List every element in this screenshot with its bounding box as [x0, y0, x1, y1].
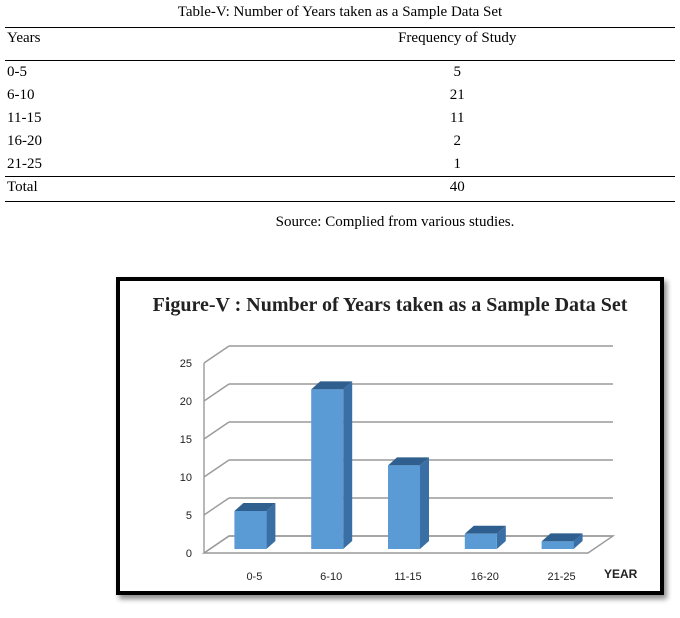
data-table [5, 27, 675, 202]
bar [465, 526, 506, 549]
row-frequency: 5 [453, 64, 461, 80]
row-years: 16-20 [7, 133, 42, 149]
x-tick-label: 21-25 [547, 571, 576, 583]
y-tick-label: 10 [179, 472, 192, 484]
bar [234, 503, 275, 549]
header-years: Years [5, 28, 240, 51]
y-tick-label: 5 [185, 510, 192, 522]
y-tick-label: 15 [179, 434, 192, 446]
x-axis-ticks [246, 571, 575, 583]
row-frequency: 11 [450, 110, 465, 126]
table-total-row [5, 177, 675, 202]
row-years: 0-5 [7, 64, 27, 80]
row-years: 21-25 [7, 156, 42, 172]
row-years: 6-10 [7, 87, 35, 103]
y-tick-label: 20 [179, 396, 192, 408]
table-caption: Table-V: Number of Years taken as a Sample Data Set [177, 4, 503, 20]
table-row [5, 61, 675, 85]
table-header-row [5, 28, 675, 51]
bar [388, 457, 429, 549]
x-tick-label: 0-5 [246, 571, 263, 583]
total-value: 40 [240, 177, 676, 202]
y-tick-label: 25 [179, 358, 192, 370]
chart-title: Figure-V : Number of Years taken as a Sample Data Set [152, 294, 628, 316]
chart-bars [234, 381, 582, 549]
x-tick-label: 11-15 [394, 571, 422, 583]
row-years: 11-15 [7, 110, 42, 126]
bar [311, 381, 352, 549]
table-row [5, 107, 675, 130]
table-row [5, 153, 675, 177]
table-source: Source: Complied from various studies. [275, 214, 515, 230]
table-row [5, 84, 675, 107]
row-frequency: 1 [453, 156, 461, 172]
x-axis-title: YEAR [604, 567, 638, 581]
row-frequency: 2 [453, 133, 461, 149]
figure-frame [116, 277, 664, 595]
x-tick-label: 6-10 [320, 571, 343, 583]
table-row [5, 130, 675, 153]
y-axis-ticks [180, 358, 192, 560]
header-frequency: Frequency of Study [240, 28, 676, 51]
total-label: Total [5, 177, 240, 202]
y-tick-label: 0 [185, 548, 192, 560]
x-tick-label: 16-20 [470, 571, 499, 583]
row-frequency: 21 [449, 87, 465, 103]
bar-chart [120, 281, 660, 591]
